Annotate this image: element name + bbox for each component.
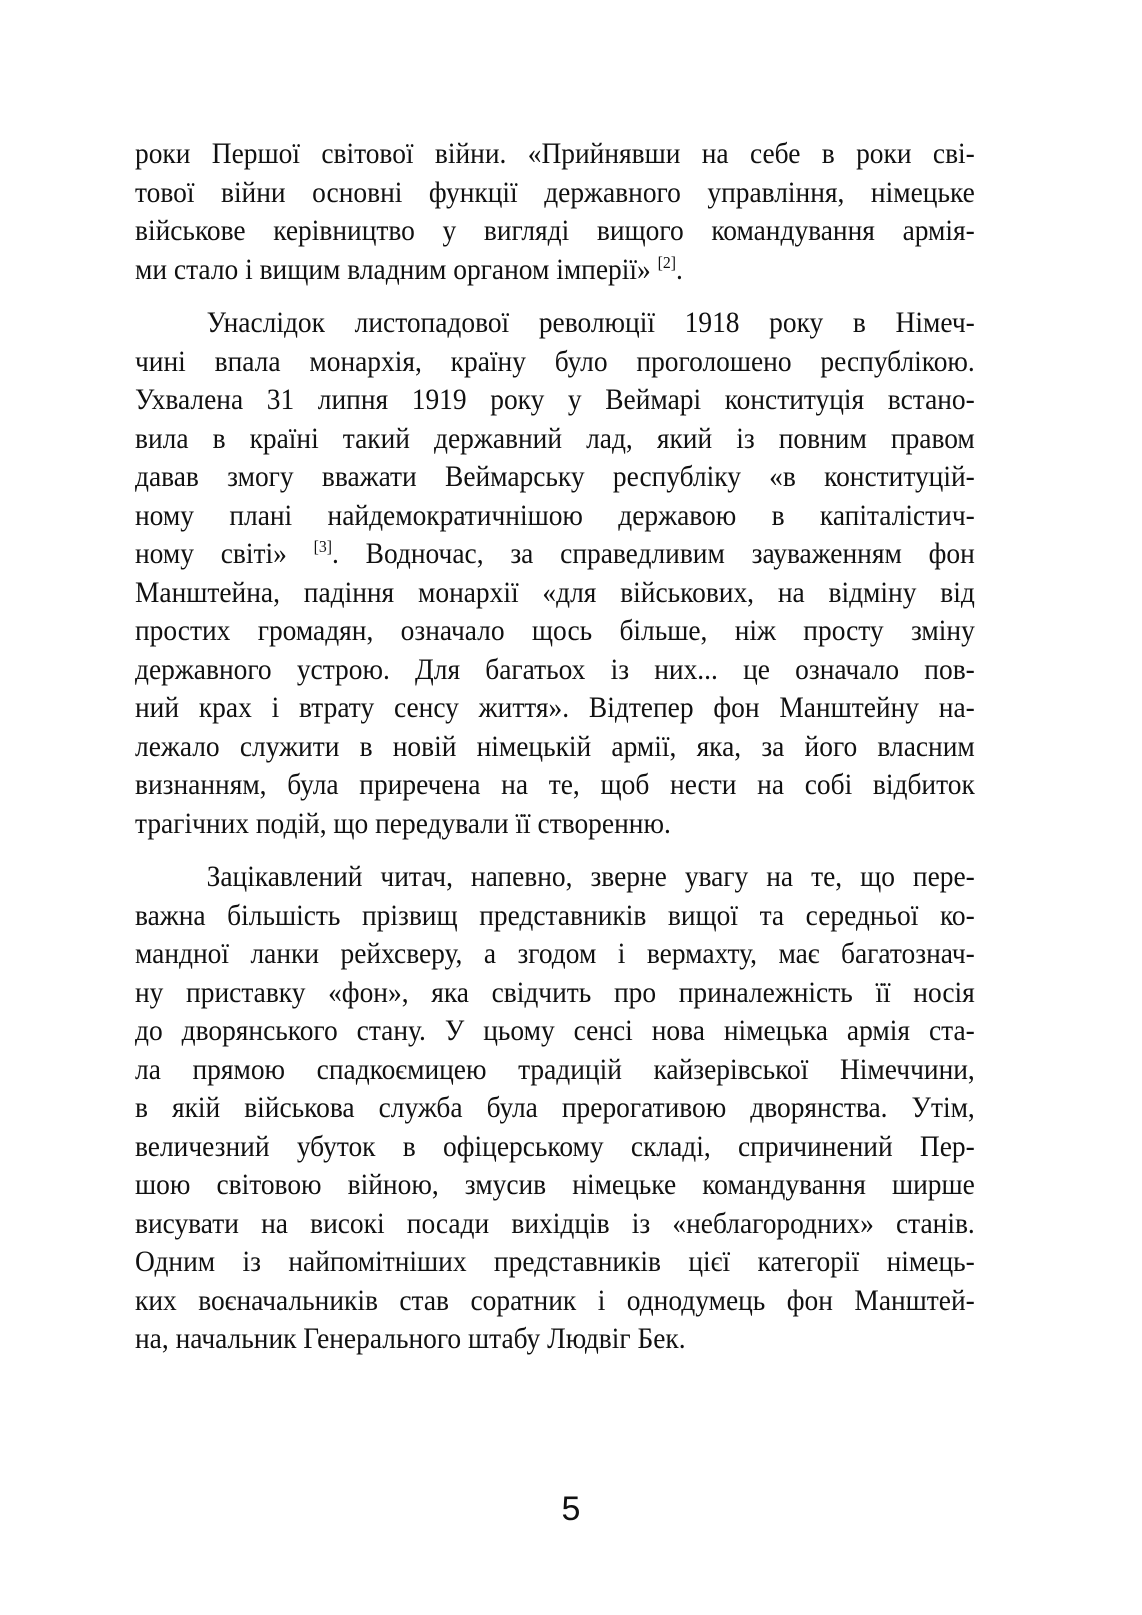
paragraph-2 xyxy=(135,304,975,843)
text-line xyxy=(135,535,975,574)
text-line: вила в країні такий державний лад, який із повним правом xyxy=(135,422,975,455)
text-line: величезний убуток в офіцерському складі, спричинений Пер- xyxy=(135,1130,975,1163)
text-line: ла прямою спадкоємицею традицій кайзерівської Німеччини, xyxy=(135,1053,975,1086)
text-line: державного устрою. Для багатьох із них... це означало пов- xyxy=(135,653,975,686)
text-line: давав змогу вважати Веймарську республіку «в конституцій- xyxy=(135,461,975,493)
paragraph-1 xyxy=(135,135,975,289)
text-line: Унаслідок листопадової революції 1918 року в Німеч- xyxy=(206,307,975,339)
text-line: чині впала монархія, країну було проголошено республікою. xyxy=(135,345,975,378)
footnote-ref-3[interactable]: [3] xyxy=(313,537,333,556)
text-line: на, начальник Генерального штабу Людвіг Бек. xyxy=(135,1323,686,1355)
text-line: простих громадян, означало щось більше, ніж просту зміну xyxy=(135,615,975,647)
text-line: Зацікавлений читач, напевно, зверне увагу на те, що пере- xyxy=(206,861,975,893)
text-line: Манштейна, падіння монархії «для військових, на відміну від xyxy=(135,576,975,609)
text-line: шою світовою війною, змусив німецьке командування ширше xyxy=(135,1169,975,1201)
text-line: лежало служити в новій німецькій армії, яка, за його власним xyxy=(135,730,975,763)
text-line-content: ми стало і вищим владним органом імперії» xyxy=(135,253,651,286)
text-line: висувати на високі посади вихідців із «неблагородних» станів. xyxy=(135,1207,975,1240)
page-number: 5 xyxy=(561,1490,581,1528)
text-line: трагічних подій, що передували її створенню. xyxy=(135,807,671,840)
text-line xyxy=(135,251,975,290)
text-line-content: ному світі» xyxy=(135,538,287,570)
body-text xyxy=(135,135,975,1359)
text-line: тової війни основні функції державного управління, німецьке xyxy=(135,176,975,209)
text-line: визнанням, була приречена на те, щоб нести на собі відбиток xyxy=(135,769,975,801)
text-line: військове керівництво у вигляді вищого командування армія- xyxy=(135,215,975,247)
text-line: ний крах і втрату сенсу життя». Відтепер фон Манштейну на- xyxy=(135,692,975,724)
text-line: важна більшість прізвищ представників вищої та середньої ко- xyxy=(135,899,975,932)
text-line: до дворянського стану. У цьому сенсі нова німецька армія ста- xyxy=(135,1015,975,1047)
text-line: роки Першої світової війни. «Прийнявши на себе в роки сві- xyxy=(135,138,975,170)
text-line: в якій військова служба була прерогативою дворянства. Утім, xyxy=(135,1092,975,1124)
paragraph-3 xyxy=(135,858,975,1359)
text-line: мандної ланки рейхсверу, а згодом і вермахту, має багатознач- xyxy=(135,938,975,970)
text-line: Ухвалена 31 липня 1919 року у Веймарі конституція встано- xyxy=(135,384,975,416)
text-line: ну приставку «фон», яка свідчить про приналежність її носія xyxy=(135,976,975,1009)
footnote-ref-2[interactable]: [2] xyxy=(657,252,677,272)
punctuation: . xyxy=(676,253,683,286)
text-line: Одним із найпомітніших представників цієї категорії німець- xyxy=(135,1246,975,1278)
text-line: ких воєначальників став соратник і однодумець фон Манштей- xyxy=(135,1284,975,1317)
text-line-content: . Водночас, за справедливим зауваженням фон xyxy=(332,538,975,570)
text-line: ному плані найдемократичнішою державою в капіталістич- xyxy=(135,499,975,532)
